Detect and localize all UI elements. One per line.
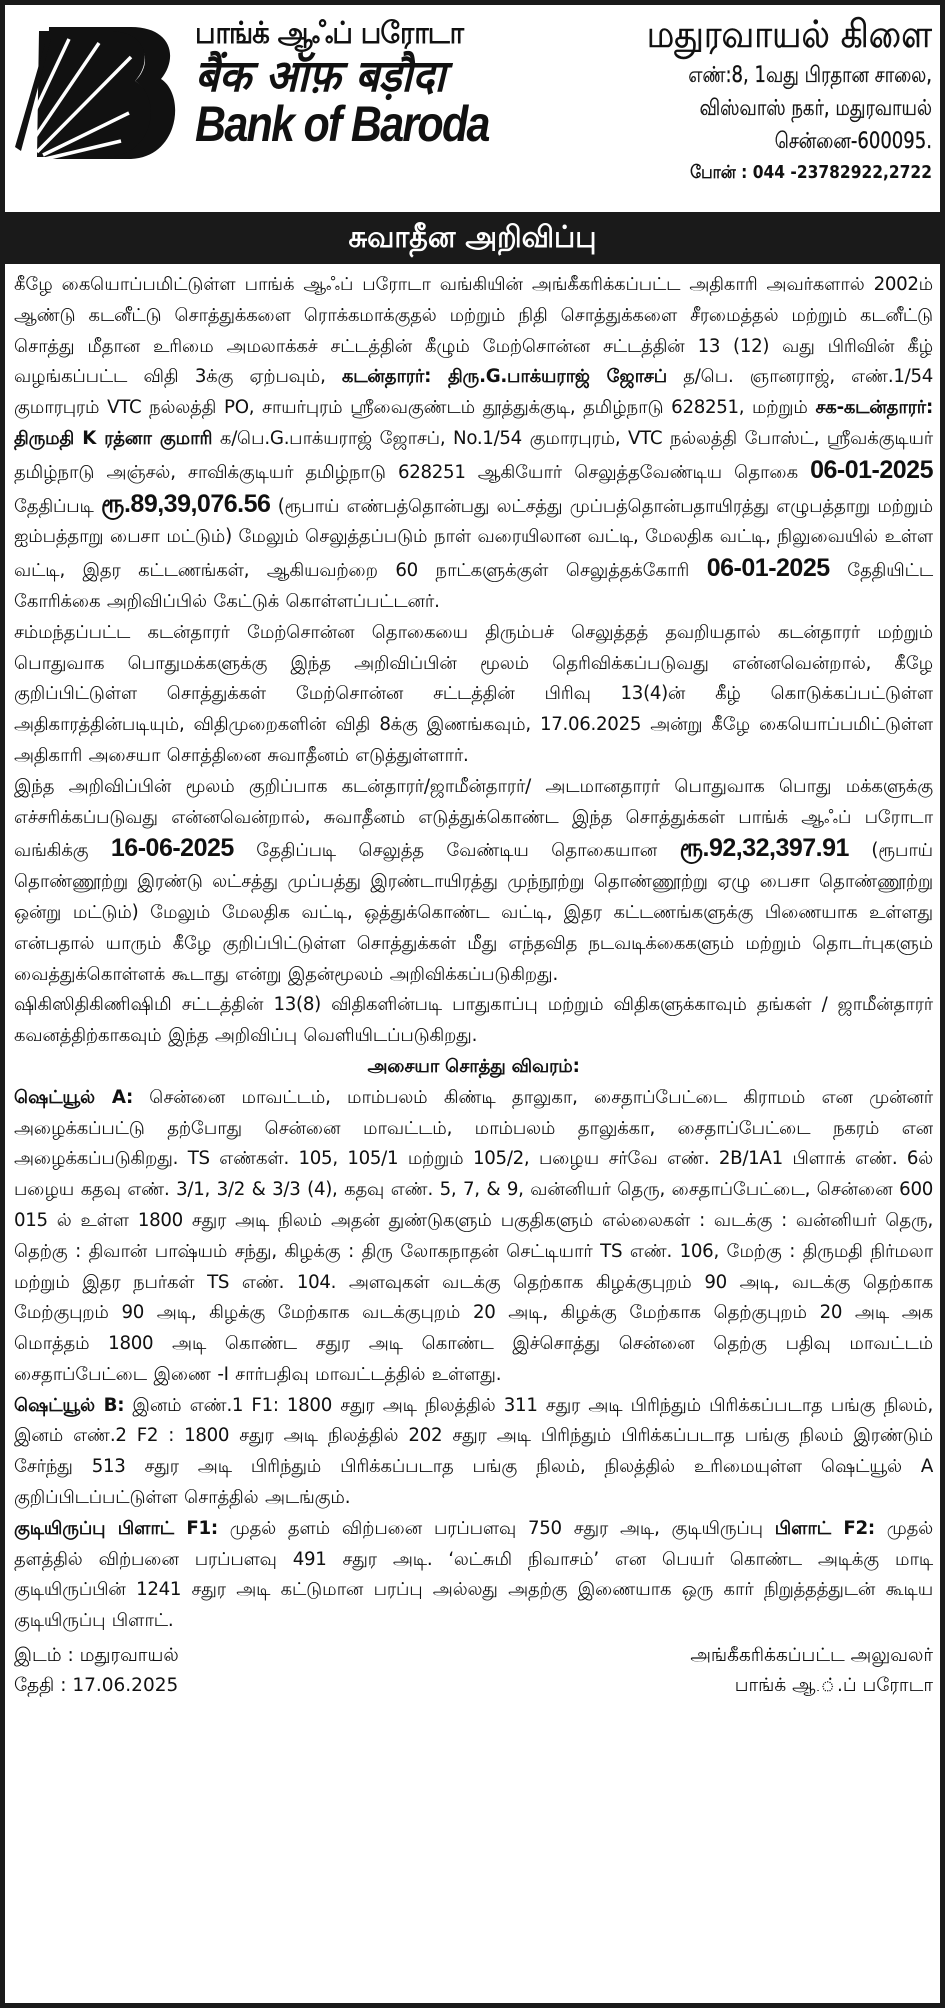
branch-phone: போன் : 044 -23782922,2722 <box>690 162 932 183</box>
logo-wordmark <box>195 16 537 152</box>
demand-date: 06-01-2025 <box>810 455 933 484</box>
signatory-title: அங்கீகரிக்கப்பட்ட அலுவலர் <box>690 1645 933 1667</box>
flat-f1-label: குடியிருப்பு பிளாட் F1: <box>14 1517 218 1539</box>
signatory-block <box>690 1641 933 1701</box>
text: கீழே கையொப்பமிட்டுள்ள பாங்க் ஆஃப் பரோடா வங்கியின் அங்கீகரிக்கப்பட்ட அதிகாரி அவர்களால் 2002ம் ஆண்டு கடனீட்டு சொத்துக்களை ரொக்கமாக்குதல் மற்றும் நிதி சொத்துக்களை சீரமைத்தல் மற்றும் கடனீட்டு சொத்து மீதான உரிமை அமலாக்கச் சட்டத்தின் கீழும் மேற்சொன்ன சட்டத்தின் 13 (12) வது பிரிவின் கீழ் வழங்கப்பட்ட விதி 3க்கு ஏற்பவும், <box>14 274 933 388</box>
schedule-b <box>14 1391 933 1514</box>
outstanding-amount: ரூ.92,32,397.91 <box>679 834 849 863</box>
flat-f1-text: முதல் தளம் விற்பனை பரப்பளவு 750 சதுர அடி, குடியிருப்பு <box>217 1517 775 1539</box>
paragraph-possession-taken: சம்மந்தப்பட்ட கடன்தாரர் மேற்சொன்ன தொகையை திரும்பச் செலுத்தத் தவறியதால் கடன்தாரர் மற்றும் பொதுவாக பொதுமக்களுக்கு இந்த அறிவிப்பின் மூலம் தெரிவிக்கப்படுவது என்னவென்றால், கீழே குறிப்பிட்டுள்ள சொத்துக்கள் மேற்சொன்ன சட்டத்தின் பிரிவு 13(4)ன் கீழ் கொடுக்கப்பட்டுள்ள அதிகாரத்தின்படியும், விதிமுறைகளின் விதி 8க்கு இணங்கவும், 17.06.2025 அன்று கீழே கையொப்பமிட்டுள்ள அதிகாரி அசையா சொத்தினை சுவாதீனம் எடுத்துள்ளார். <box>14 621 933 766</box>
text: க/பெ. <box>212 427 270 449</box>
flat-details <box>14 1514 933 1637</box>
branch-address-line-3: சென்னை-600095. <box>774 129 932 154</box>
outstanding-date: 16-06-2025 <box>110 834 234 863</box>
logo-name-english: Bank of Baroda <box>195 96 489 152</box>
text: தேதியிட்ட கோரிக்கை அறிவிப்பில் கேட்டுக் கொள்ளப்பட்டனர். <box>14 560 933 612</box>
flat-f2-label: பிளாட் F2: <box>774 1517 875 1539</box>
place: இடம் : மதுரவாயல் <box>14 1645 179 1667</box>
demand-amount: ரூ.89,39,076.56 <box>101 489 271 518</box>
paragraph-section-13-8: ஷிகிஸிதிகிணிஷிமி சட்டத்தின் 13(8) விதிகளின்படி பாதுகாப்பு மற்றும் விதிகளுக்காவும் தங்கள் / ஜாமீன்தாரர் கவனத்திற்காகவும் இந்த அறிவிப்பு வெளியிடப்படுகிறது. <box>14 994 933 1047</box>
branch-address-line-2: விஸ்வாஸ் நகர், மதுரவாயல் <box>699 96 932 121</box>
text: (ரூபாய் எண்பத்தொன்பது லட்சத்து முப்பத்தொன்பதாயிரத்து எழுபத்தாறு மற்றும் ஐம்பத்தாறு பைசா மட்டும்) மேலும் செலுத்தப்படும் நாள் வரையிலான வட்டி, மேலதிக வட்டி, நிலுவையில் உள்ள வட்டி, இதர கட்டணங்கள், ஆகியவற்றை 60 நாட்களுக்குள் செலுத்தக்கோரி <box>14 495 934 582</box>
schedule-a-text: சென்னை மாவட்டம், மாம்பலம் கிண்டி தாலுகா, சைதாப்பேட்டை கிராமம் என முன்னர் அழைக்கப்பட்டு தற்போது சென்னை மாவட்டம், மாம்பலம் தாலுக்கா, சைதாப்பேட்டை நகரம் என அழைக்கப்படுகிறது. TS எண்கள். 105, 105/1 மற்றும் 105/2, பழைய சர்வே எண். 2B/1A1 பிளாக் எண். 6ல் பழைய கதவு எண். 3/1, 3/2 & 3/3 (4), கதவு எண். 5, 7, & 9, வன்னியர் தெரு, சைதாப்பேட்டை, சென்னை 600 015 ல் உள்ள 1800 சதுர அடி நிலம் அதன் துண்டுகளும் பகுதிகளும் எல்லைகள் : வடக்கு : வன்னியர் தெரு, தெற்கு : திவான் பாஷ்யம் சந்து, கிழக்கு : திரு லோகநாதன் செட்டியார் TS எண். 106, மேற்கு : திருமதி நிர்மலா மற்றும் இதர நபர்கள் TS எண். 104. அளவுகள் வடக்கு தெற்காக கிழக்குபுறம் 90 அடி, வடக்கு தெற்காக மேற்குபுறம் 90 அடி, கிழக்கு மேற்காக வடக்குபுறம் 20 அடி, கிழக்கு மேற்காக தெற்குபுறம் 20 அடி அக மொத்தம் 1800 அடி கொண்ட சதுர அடி கொண்ட இச்சொத்து சென்னை தெற்கு பதிவு மாவட்டம் சைதாப்பேட்டை இணை -I சார்பதிவு மாவட்டத்தில் உள்ளது. <box>14 1086 933 1385</box>
bank-of-baroda-logo-icon <box>11 17 181 163</box>
branch-block <box>615 12 932 183</box>
signatory-bank: பாங்க் ஆ.்.ப் பரோடா <box>734 1675 933 1697</box>
text: தேதிப்படி <box>14 495 102 517</box>
branch-address-line-1: எண்:8, 1வது பிரதான சாலை, <box>688 63 932 88</box>
coborrower-spouse: G.பாக்யராஜ் ஜோசப் <box>269 427 440 449</box>
text: (ரூபாய் தொண்ணூற்று இரண்டு லட்சத்து முப்பத்து இரண்டாயிரத்து முந்நூற்று தொண்ணூற்று ஏழு பைசா தொண்ணூற்று ஒன்று மட்டும்) மேலும் மேலதிக வட்டி, ஒத்துக்கொண்ட வட்டி, இதர கட்டணங்களுக்கு பிணையாக உள்ளது என்பதால் யாரும் கீழே குறிப்பிட்டுள்ள சொத்துக்கள் மீது எந்தவித நடவடிக்கைகளும் மற்றும் தொடர்புகளும் வைத்துக்கொள்ளக் கூடாது என்று இதன்மூலம் அறிவிக்கப்படுகிறது. <box>14 840 933 985</box>
text: , No.1/54 குமாரபுரம், VTC நல்லத்தி போஸ்ட், ஸ்ரீவக்குடியர் தமிழ்நாடு அஞ்சல், சாவிக்குடியர் தமிழ்நாடு 628251 ஆகியோர் செலுத்தவேண்டிய தொகை <box>14 427 934 483</box>
logo-name-tamil: பாங்க் ஆஃப் பரோடா <box>195 16 464 51</box>
coborrower-name: சக-கடன்தாரர்: திருமதி K ரத்னா குமாரி <box>14 397 933 449</box>
schedule-b-text: இனம் எண்.1 F1: 1800 சதுர அடி நிலத்தில் 311 சதுர அடி பிரிந்தும் பிரிக்கப்படாத பங்கு நிலம், இனம் எண்.2 F2 : 1800 சதுர அடி நிலத்தில் 202 சதுர அடி பிரிந்தும் பிரிக்கப்படாத பங்கு நிலம் இரண்டும் சேர்ந்து 513 சதுர அடி பிரிந்தும் பிரிக்கப்படாத பங்கு நிலம், நிலத்தில் உரிமையுள்ள ஷெட்யூல் A குறிப்பிடப்பட்டுள்ள சொத்தில் அடங்கும். <box>14 1394 933 1509</box>
schedule-a <box>14 1083 933 1391</box>
notice-date: 06-01-2025 <box>706 554 830 583</box>
text: த/பெ. ஞானராஜ், எண்.1/54 குமாரபுரம் VTC நல்லத்தி PO, சாயர்புரம் ஸ்ரீவைகுண்டம் தூத்துக்குடி, தமிழ்நாடு 628251, மற்றும் <box>14 366 933 419</box>
place-date-block <box>14 1641 179 1701</box>
date: தேதி : 17.06.2025 <box>14 1675 179 1697</box>
text: இந்த அறிவிப்பின் மூலம் குறிப்பாக கடன்தாரர்/ஜாமீன்தாரர்/ அடமானதாரர் பொதுவாக பொது மக்களுக்கு எச்சரிக்கப்படுவது என்னவென்றால், சுவாதீனம் எடுத்துக்கொண்ட இந்த சொத்துக்கள் பாங்க் ஆஃப் பரோடா வங்கிக்கு <box>14 775 933 862</box>
logo-name-hindi: बैंक ऑफ़ बड़ौदा <box>195 51 446 102</box>
text: தேதிப்படி செலுத்த வேண்டிய தொகையான <box>233 840 680 862</box>
notice-footer <box>5 1637 940 1701</box>
property-heading: அசையா சொத்து விவரம்: <box>367 1055 580 1077</box>
paragraph-public-warning <box>14 772 933 991</box>
notice-title: சுவாதீன அறிவிப்பு <box>348 220 597 255</box>
notice-header <box>5 5 940 212</box>
schedule-b-label: ஷெட்யூல் B: <box>14 1394 125 1416</box>
borrower-name: கடன்தாரர்: திரு.G.பாக்யராஜ் ஜோசப் <box>341 366 667 388</box>
notice-body <box>5 264 940 1637</box>
branch-name: மதுரவாயல் கிளை <box>646 12 932 56</box>
flat-f2-text: முதல் தளத்தில் விற்பனை பரப்பளவு 491 சதுர அடி. ‘லட்சுமி நிவாசம்’ என பெயர் கொண்ட அடிக்கு மாடி குடியிருப்பின் 1241 சதுர அடி கட்டுமான பரப்பு அல்லது அதற்கு இணையாக ஒரு கார் நிறுத்தத்துடன் கூடிய குடியிருப்பு பிளாட். <box>14 1517 933 1632</box>
paragraph-demand-notice <box>14 270 933 618</box>
schedule-a-label: ஷெட்யூல் A: <box>14 1086 133 1108</box>
notice-title-band <box>5 212 940 264</box>
